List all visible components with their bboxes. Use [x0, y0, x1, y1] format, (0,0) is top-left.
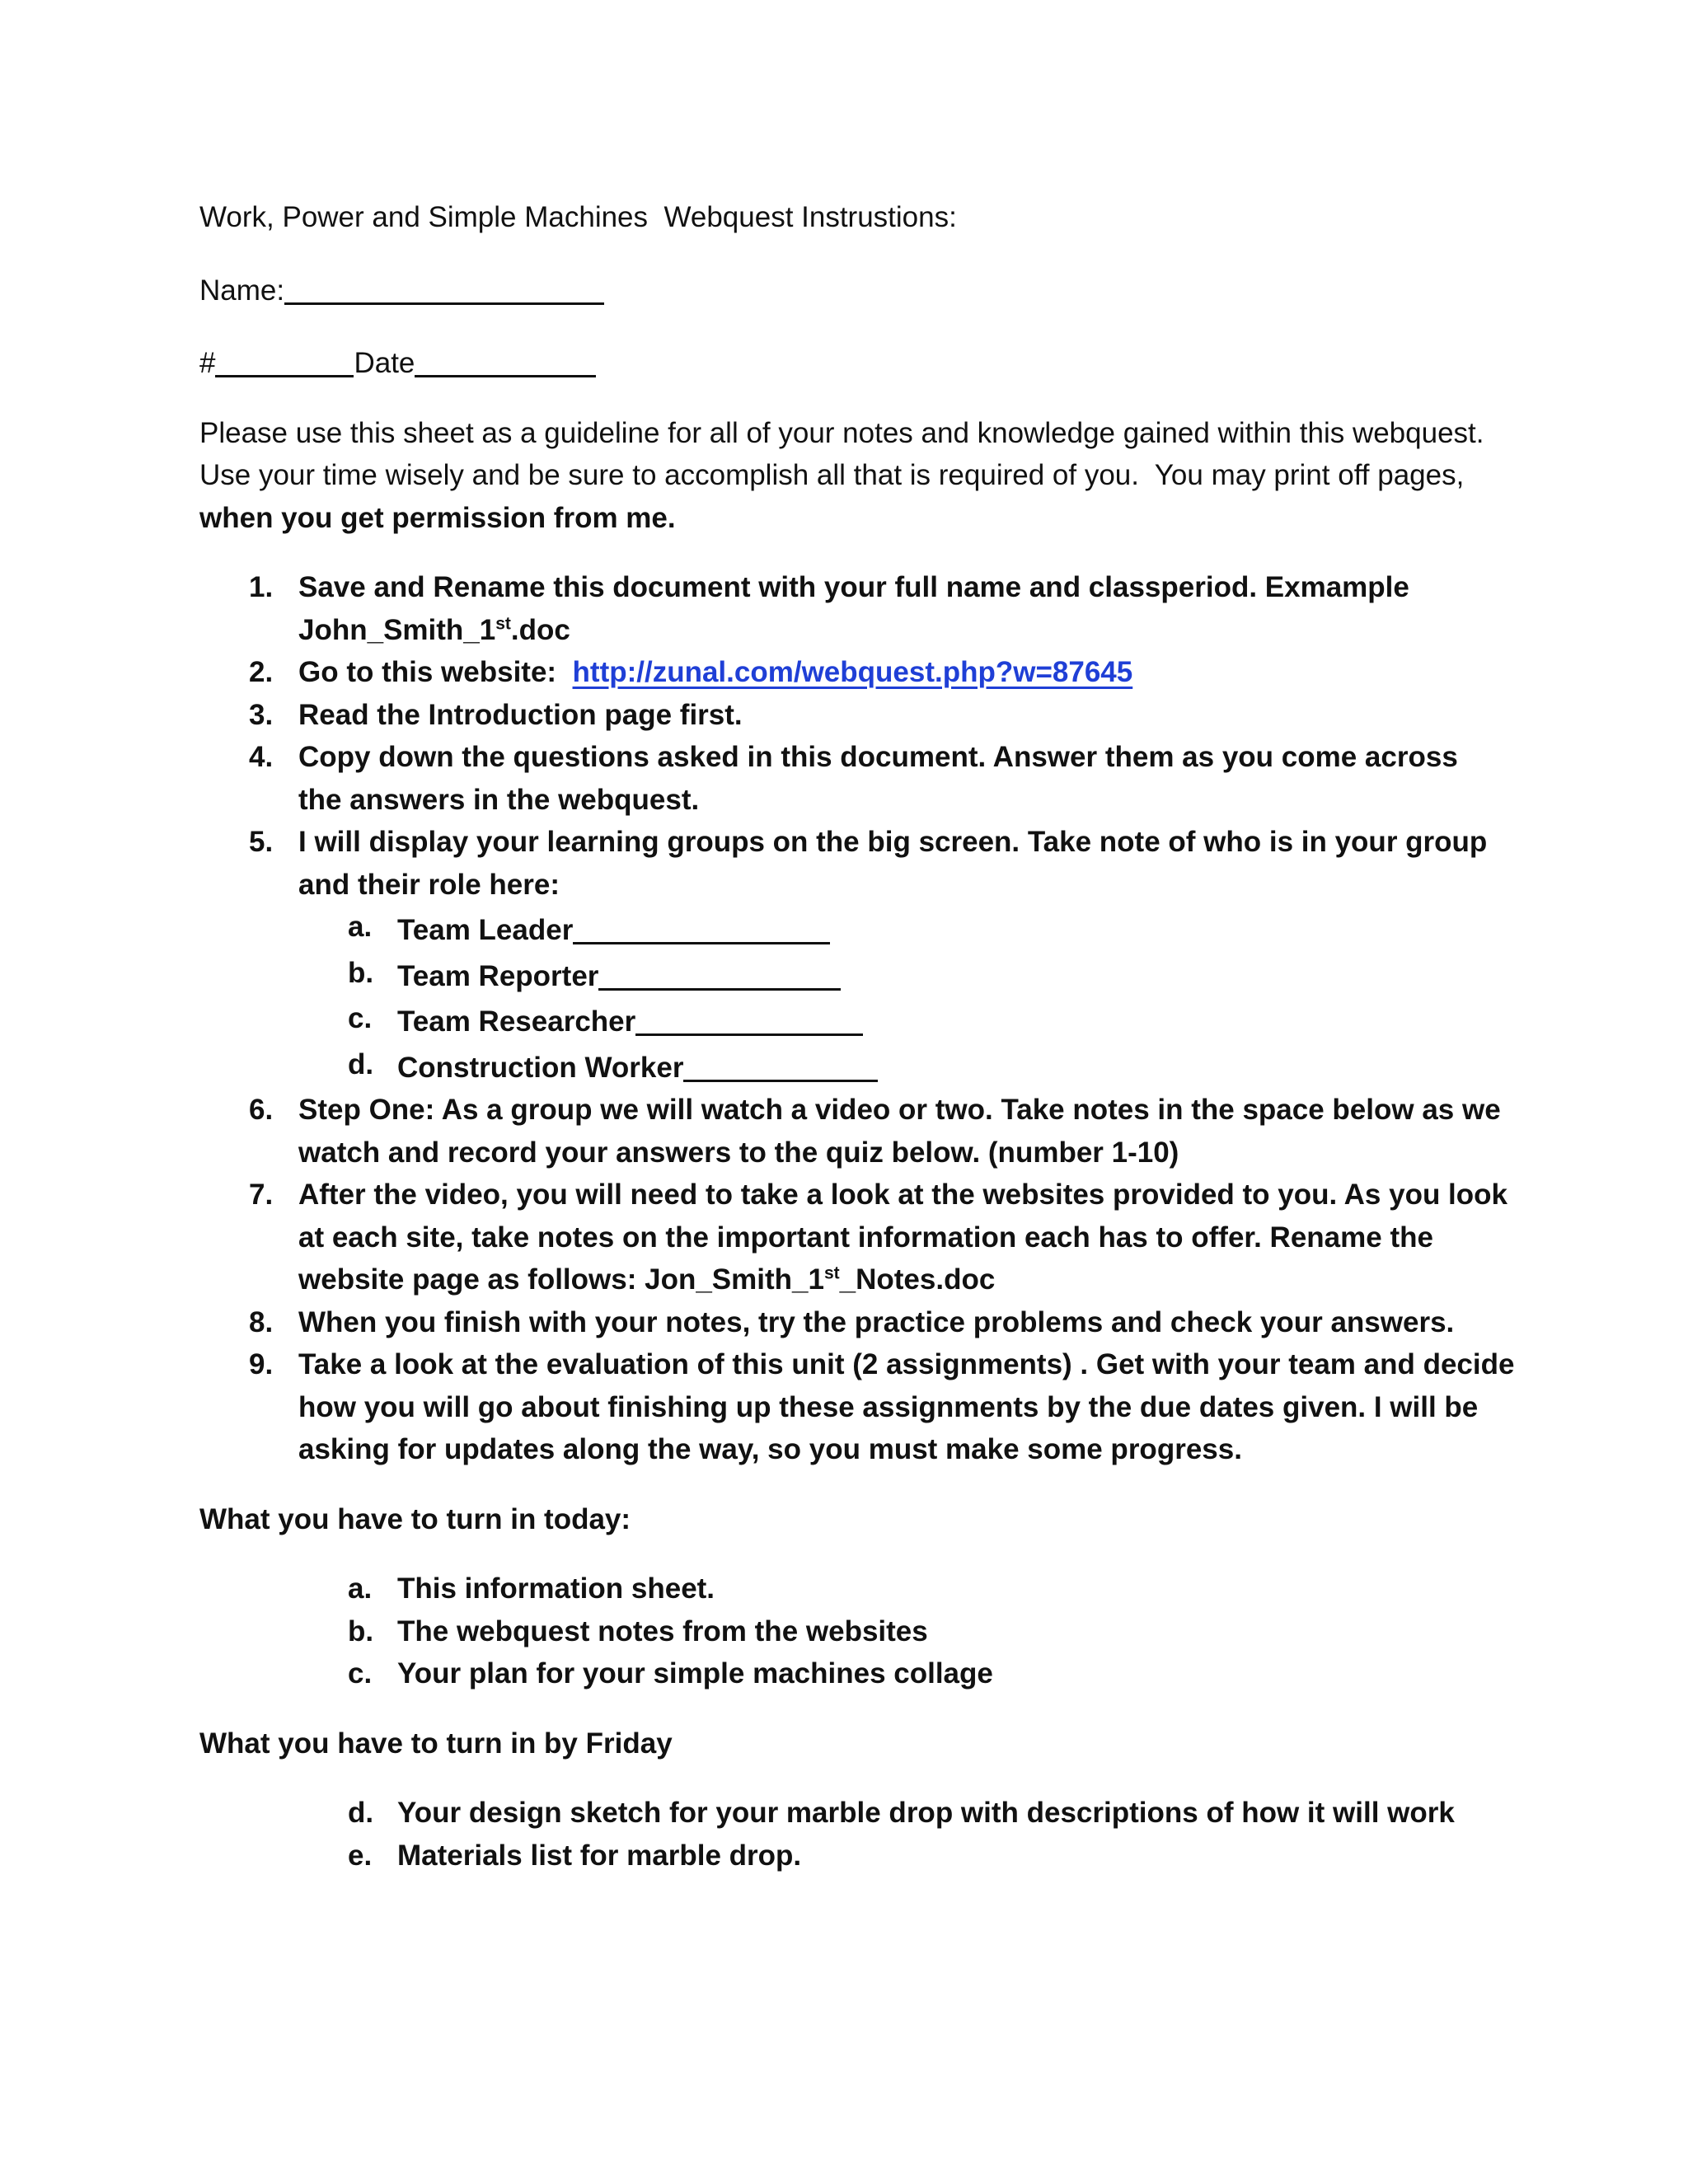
step-4: [199, 736, 1518, 821]
step-number: 7.: [249, 1179, 274, 1211]
step-1-filename: John_Smith_1: [298, 613, 496, 646]
role-letter: d.: [348, 1047, 374, 1080]
role-label: Team Reporter: [397, 959, 599, 992]
today-item: [199, 1568, 1518, 1610]
step-number: 6.: [249, 1094, 274, 1126]
item-text: Your plan for your simple machines collage: [397, 1657, 993, 1690]
item-letter: b.: [348, 1615, 374, 1647]
step-number: 8.: [249, 1305, 274, 1338]
role-blank[interactable]: [635, 1002, 863, 1036]
group-roles-list: [298, 906, 1518, 1089]
today-item: [199, 1652, 1518, 1695]
step-1: [199, 566, 1518, 651]
number-date-line: [199, 339, 1518, 385]
number-blank[interactable]: [215, 344, 354, 377]
number-label: #: [199, 347, 216, 379]
role-label: Construction Worker: [397, 1051, 684, 1084]
item-letter: d.: [348, 1797, 374, 1829]
step-8: [199, 1301, 1518, 1344]
role-team-reporter: [298, 952, 1518, 998]
role-team-researcher: [298, 997, 1518, 1043]
role-blank[interactable]: [598, 957, 841, 991]
step-9: [199, 1343, 1518, 1471]
role-letter: a.: [348, 911, 373, 943]
item-text: This information sheet.: [397, 1572, 715, 1605]
item-text: The webquest notes from the websites: [397, 1615, 928, 1647]
intro-line-1: Please use this sheet as a guideline for all of your notes and knowledge gained within this webquest.: [199, 416, 1484, 449]
step-1-extension: .doc: [510, 613, 570, 646]
item-text: Materials list for marble drop.: [397, 1839, 802, 1872]
step-5: [199, 821, 1518, 1089]
step-6-text: Step One: As a group we will watch a video or two. Take notes in the space below as we watch and record your answers to the quiz below. (number 1-10): [298, 1094, 1501, 1169]
today-heading-text: What you have to turn in today:: [199, 1502, 631, 1535]
name-line: [199, 266, 1518, 312]
item-letter: a.: [348, 1572, 373, 1605]
friday-item: [199, 1792, 1518, 1835]
turn-in-friday-heading: [199, 1722, 1518, 1765]
item-text: Your design sketch for your marble drop with descriptions of how it will work: [397, 1797, 1455, 1829]
step-number: 5.: [249, 826, 274, 858]
step-7: [199, 1174, 1518, 1301]
name-blank[interactable]: [284, 271, 604, 305]
step-number: 1.: [249, 571, 274, 603]
step-4-text: Copy down the questions asked in this document. Answer them as you come across the answers in the webquest.: [298, 741, 1458, 816]
step-number: 4.: [249, 741, 274, 773]
step-9-text: Take a look at the evaluation of this unit (2 assignments) . Get with your team and decide how you will go about finishing up these assignments by the due dates given. I will be asking for updates along the way, so you must make some progress.: [298, 1348, 1515, 1465]
role-letter: c.: [348, 1002, 373, 1034]
role-label: Team Leader: [397, 914, 574, 946]
role-team-leader: [298, 906, 1518, 952]
step-5-text: I will display your learning groups on the big screen. Take note of who is in your group and their role here:: [298, 826, 1488, 901]
turn-in-today-heading: [199, 1498, 1518, 1541]
name-label: Name:: [199, 274, 285, 307]
webquest-link[interactable]: http://zunal.com/webquest.php?w=87645: [572, 656, 1133, 688]
intro-bold-line: when you get permission from me.: [199, 501, 676, 534]
document-title: [199, 196, 1518, 239]
step-number: 3.: [249, 698, 274, 731]
step-7-text: After the video, you will need to take a look at the websites provided to you. As you look at each site, take notes on the important information each has to offer. Rename the website page as follows: Jon_Smith_1: [298, 1179, 1508, 1296]
step-1-superscript: st: [495, 613, 511, 633]
step-2: [199, 651, 1518, 694]
date-label: Date: [354, 347, 415, 379]
role-blank[interactable]: [683, 1048, 878, 1082]
step-3-text: Read the Introduction page first.: [298, 698, 743, 731]
today-item: [199, 1610, 1518, 1653]
title-text: Work, Power and Simple Machines Webquest Instrustions:: [199, 201, 957, 233]
step-1-text: Save and Rename this document with your full name and classperiod. Exmample: [298, 571, 1409, 603]
step-7-filename-suffix: _Notes.doc: [839, 1263, 996, 1296]
intro-paragraph: [199, 412, 1518, 540]
turn-in-today-list: [199, 1568, 1518, 1695]
item-letter: e.: [348, 1839, 373, 1872]
role-construction-worker: [298, 1043, 1518, 1090]
role-label: Team Researcher: [397, 1005, 636, 1038]
step-7-superscript: st: [823, 1263, 840, 1283]
instruction-steps: [199, 566, 1518, 1471]
item-letter: c.: [348, 1657, 373, 1690]
step-number: 2.: [249, 656, 274, 688]
intro-line-2: Use your time wisely and be sure to accomplish all that is required of you. You may print off pages,: [199, 459, 1465, 491]
step-6: [199, 1089, 1518, 1174]
role-letter: b.: [348, 956, 374, 989]
step-8-text: When you finish with your notes, try the practice problems and check your answers.: [298, 1305, 1455, 1338]
friday-heading-text: What you have to turn in by Friday: [199, 1727, 673, 1760]
turn-in-friday-list: [199, 1792, 1518, 1877]
step-2-text: Go to this website:: [298, 656, 573, 688]
step-number: 9.: [249, 1348, 274, 1380]
date-blank[interactable]: [415, 344, 596, 377]
step-3: [199, 694, 1518, 737]
document-content: [199, 196, 1518, 1877]
role-blank[interactable]: [573, 911, 830, 944]
friday-item: [199, 1835, 1518, 1877]
